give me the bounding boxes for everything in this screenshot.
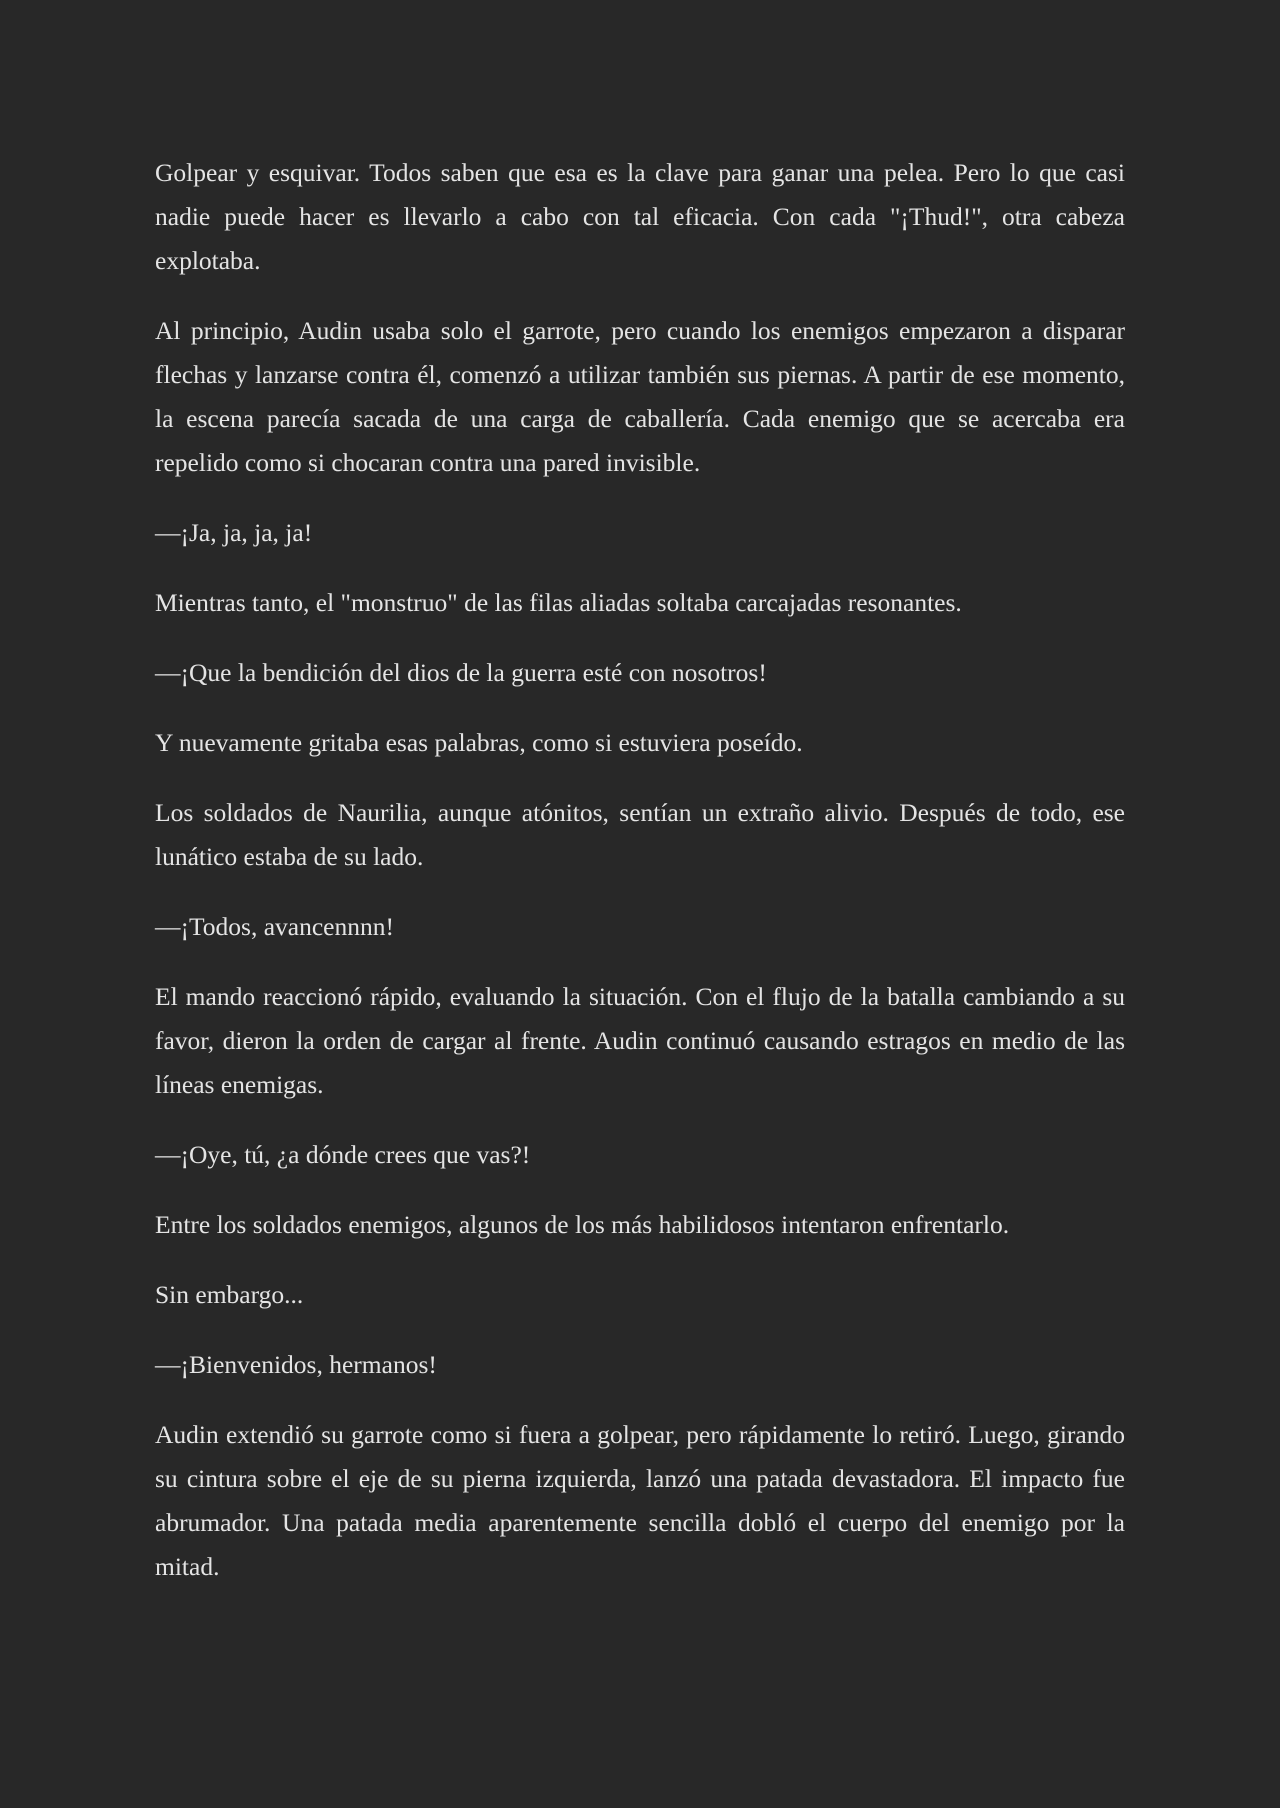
paragraph: Los soldados de Naurilia, aunque atónitos, sentían un extraño alivio. Después de todo, ese lunático estaba de su lado. (155, 798, 1125, 871)
paragraph: —¡Todos, avancennnn! (155, 912, 394, 941)
paragraph: —¡Bienvenidos, hermanos! (155, 1350, 437, 1379)
paragraph: Y nuevamente gritaba esas palabras, como si estuviera poseído. (155, 728, 803, 757)
paragraph: —¡Oye, tú, ¿a dónde crees que vas?! (155, 1140, 531, 1169)
paragraph: Golpear y esquivar. Todos saben que esa es la clave para ganar una pelea. Pero lo que casi nadie puede hacer es llevarlo a cabo con tal eficacia. Con cada "¡Thud!", otra cabeza explotaba. (155, 158, 1125, 275)
paragraph: Mientras tanto, el "monstruo" de las filas aliadas soltaba carcajadas resonantes. (155, 588, 962, 617)
paragraph: Sin embargo... (155, 1280, 304, 1309)
paragraph: —¡Que la bendición del dios de la guerra esté con nosotros! (155, 658, 767, 687)
paragraph: El mando reaccionó rápido, evaluando la situación. Con el flujo de la batalla cambiando a su favor, dieron la orden de cargar al frente. Audin continuó causando estragos en medio de las líneas enemigas. (155, 982, 1125, 1099)
paragraph: Al principio, Audin usaba solo el garrote, pero cuando los enemigos empezaron a disparar flechas y lanzarse contra él, comenzó a utilizar también sus piernas. A partir de ese momento, la escena parecía sacada de una carga de caballería. Cada enemigo que se acercaba era repelido como si chocaran contra una pared invisible. (155, 316, 1125, 477)
chapter-text (155, 151, 1125, 1615)
paragraph: Audin extendió su garrote como si fuera a golpear, pero rápidamente lo retiró. Luego, girando su cintura sobre el eje de su pierna izquierda, lanzó una patada devastadora. El impacto fue abrumador. Una patada media aparentemente sencilla dobló el cuerpo del enemigo por la mitad. (155, 1420, 1125, 1581)
paragraph: —¡Ja, ja, ja, ja! (155, 518, 313, 547)
paragraph: Entre los soldados enemigos, algunos de los más habilidosos intentaron enfrentarlo. (155, 1210, 1010, 1239)
